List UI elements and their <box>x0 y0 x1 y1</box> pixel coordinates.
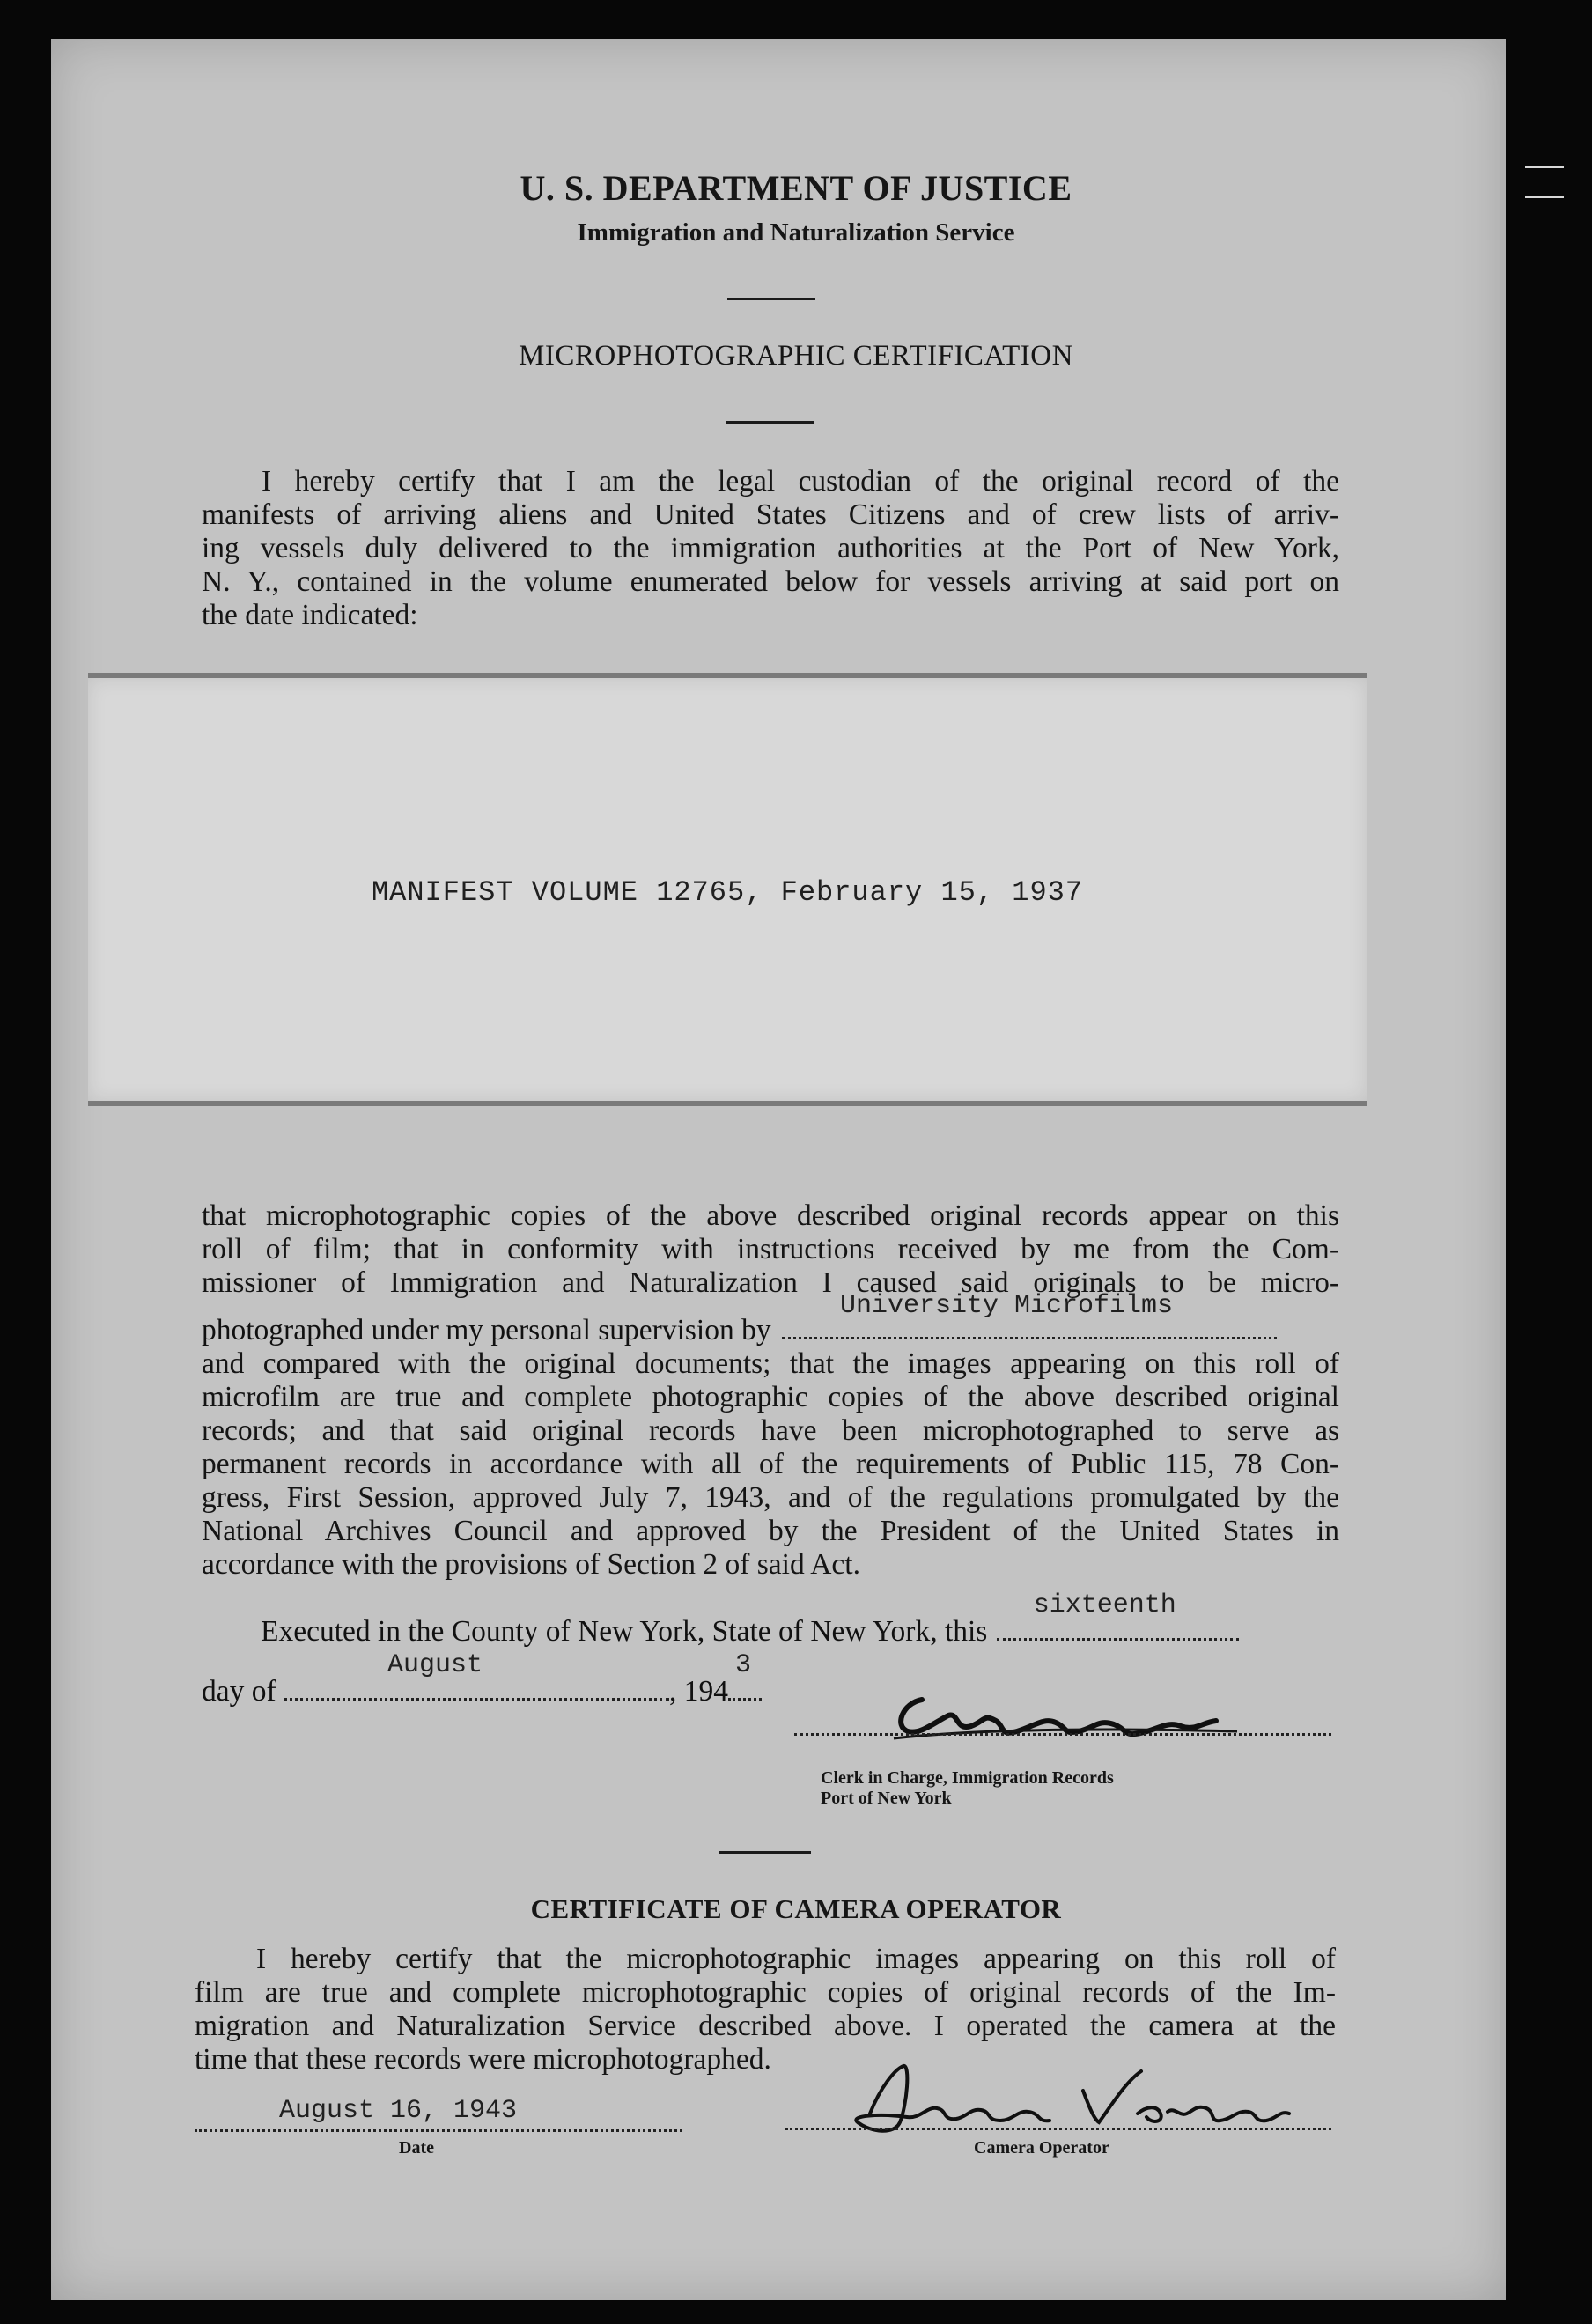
intro-line: manifests of arriving aliens and United States Citizens and of crew lists of arriv- <box>202 498 1339 531</box>
body-line: permanent records in accordance with all of the requirements of Public 115, 78 Con- <box>202 1448 1339 1480</box>
date-caption: Date <box>399 2138 434 2158</box>
date-line <box>202 1650 762 1708</box>
department-title: U. S. DEPARTMENT OF JUSTICE <box>520 168 1072 208</box>
body-line: National Archives Council and approved by the President of the United States in <box>202 1515 1339 1547</box>
form-title: MICROPHOTOGRAPHIC CERTIFICATION <box>519 340 1073 372</box>
certification-body-continued <box>202 1347 1339 1582</box>
clerk-caption-office: Port of New York <box>821 1789 952 1808</box>
camera-line: film are true and complete microphotographic copies of original records of the Im- <box>195 1976 1336 2009</box>
intro-paragraph <box>202 465 1339 632</box>
execution-label: Executed in the County of New York, State of New York, this <box>261 1615 988 1648</box>
day-of-label: day of <box>202 1675 276 1708</box>
supervision-label: photographed under my personal supervision by <box>202 1314 771 1346</box>
day-value: sixteenth <box>1033 1590 1176 1620</box>
camera-line: migration and Naturalization Service described above. I operated the camera at the <box>195 2010 1336 2042</box>
body-line: accordance with the provisions of Section 2 of said Act. <box>202 1548 860 1581</box>
intro-line: the date indicated: <box>202 599 418 631</box>
certification-body <box>202 1199 1339 1300</box>
service-subtitle: Immigration and Naturalization Service <box>577 218 1015 247</box>
section-divider <box>719 1851 811 1854</box>
body-line: gress, First Session, approved July 7, 1943, and of the regulations promulgated by the <box>202 1481 1339 1514</box>
year-value: 3 <box>735 1650 752 1680</box>
camera-line: I hereby certify that the microphotographic images appearing on this roll of <box>256 1943 1336 1975</box>
camera-certificate-heading: CERTIFICATE OF CAMERA OPERATOR <box>530 1893 1062 1924</box>
body-line: that microphotographic copies of the above described original records appear on this <box>202 1199 1339 1232</box>
camera-line: time that these records were microphotographed. <box>195 2043 771 2076</box>
clerk-caption <box>821 1768 1114 1809</box>
supervision-value: University Microfilms <box>839 1291 1174 1321</box>
execution-line <box>261 1590 1239 1649</box>
year-prefix: , 194 <box>669 1675 729 1708</box>
date-field <box>195 2096 682 2132</box>
day-field <box>997 1590 1239 1641</box>
month-field <box>284 1650 669 1701</box>
body-line: microfilm are true and complete photographic copies of the above described original <box>202 1381 1339 1413</box>
intro-line: ing vessels duly delivered to the immigration authorities at the Port of New York, <box>202 532 1339 564</box>
manifest-volume-text: MANIFEST VOLUME 12765, February 15, 1937 <box>371 876 1084 909</box>
header-divider <box>727 298 815 300</box>
title-divider <box>726 421 814 424</box>
body-line: records; and that said original records have been microphotographed to serve as <box>202 1414 1339 1447</box>
supervision-field <box>782 1291 1277 1339</box>
camera-operator-caption: Camera Operator <box>974 2138 1109 2158</box>
body-line: and compared with the original documents; that the images appearing on this roll of <box>202 1347 1339 1380</box>
body-line: roll of film; that in conformity with instructions received by me from the Com- <box>202 1233 1339 1265</box>
camera-operator-signature-line <box>785 2126 1331 2130</box>
supervision-line <box>202 1291 1277 1347</box>
date-value: August 16, 1943 <box>279 2096 518 2126</box>
clerk-signature-line <box>794 1731 1331 1736</box>
clerk-caption-title: Clerk in Charge, Immigration Records <box>821 1768 1114 1788</box>
month-value: August <box>387 1650 483 1680</box>
manifest-volume-strip <box>88 678 1367 1101</box>
clerk-signature <box>867 1682 1308 1752</box>
intro-line: N. Y., contained in the volume enumerated below for vessels arriving at said port on <box>202 565 1339 598</box>
year-field <box>728 1650 762 1701</box>
intro-line: I hereby certify that I am the legal custodian of the original record of the <box>262 465 1339 498</box>
body-line: missioner of Immigration and Naturalization I caused said originals to be micro- <box>202 1266 1339 1299</box>
